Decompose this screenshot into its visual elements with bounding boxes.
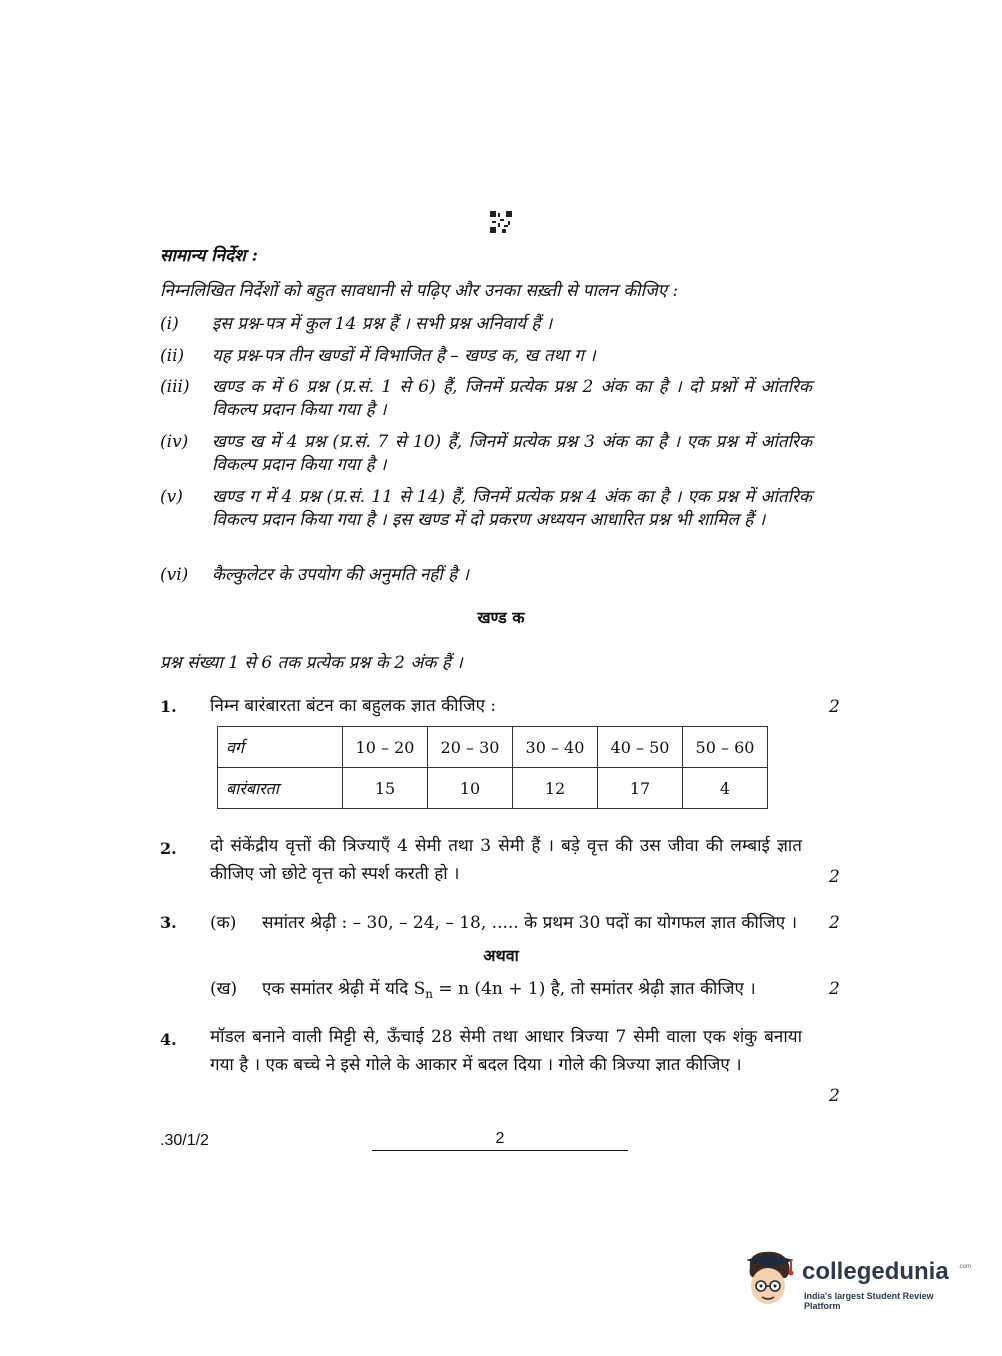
table-cell: 12 xyxy=(513,768,598,809)
mascot-icon xyxy=(742,1248,800,1308)
question-number: 4. xyxy=(160,1030,177,1049)
instruction-text: खण्ड क में 6 प्रश्न (प्र.सं. 1 से 6) हैं, जिनमें प्रत्येक प्रश्न 2 अंक का है । दो प्रश्नों में आंतरिक विकल्प प्रदान किया गया है । xyxy=(212,377,812,420)
question-text xyxy=(262,976,807,1001)
table-cell: 4 xyxy=(683,768,768,809)
question-text: दो संकेंद्रीय वृत्तों की त्रिज्याएँ 4 सेमी तथा 3 सेमी हैं । बड़े वृत्त की उस जीवा की लम्बाई ज्ञात कीजिए जो छोटे वृत्त को स्पर्श करती हो । xyxy=(210,836,802,884)
instruction-text: कैल्कुलेटर के उपयोग की अनुमति नहीं है । xyxy=(212,565,469,585)
instruction-number: (ii) xyxy=(160,346,185,366)
collegedunia-logo xyxy=(742,1248,970,1310)
instruction-item xyxy=(160,564,812,587)
table-cell: 10 – 20 xyxy=(343,727,428,768)
table-cell: 10 xyxy=(428,768,513,809)
question-marks: 2 xyxy=(829,913,840,933)
table-cell: 15 xyxy=(343,768,428,809)
table-cell: 30 – 40 xyxy=(513,727,598,768)
table-row xyxy=(218,768,768,809)
question-marks: 2 xyxy=(829,979,840,999)
instructions-heading: सामान्य निर्देश : xyxy=(160,246,258,266)
instruction-number: (vi) xyxy=(160,565,189,585)
table-row-label: बारंबारता xyxy=(218,768,343,809)
question-number: 3. xyxy=(160,913,177,932)
section-note: प्रश्न संख्या 1 से 6 तक प्रत्येक प्रश्न के 2 अंक हैं । xyxy=(160,653,463,673)
instruction-item xyxy=(160,313,812,336)
instructions-intro: निम्नलिखित निर्देशों को बहुत सावधानी से पढ़िए और उनका सख़्ती से पालन कीजिए : xyxy=(160,281,679,301)
question-marks: 2 xyxy=(829,867,840,887)
instruction-text: यह प्रश्न-पत्र तीन खण्डों में विभाजित है – खण्ड क, ख तथा ग । xyxy=(212,346,596,366)
instruction-item xyxy=(160,486,812,532)
logo-tagline: India's largest Student Review Platform xyxy=(804,1291,934,1311)
question-text: निम्न बारंबारता बंटन का बहुलक ज्ञात कीजिए : xyxy=(210,696,497,716)
question-text: समांतर श्रेढ़ी : – 30, – 24, – 18, ..... के प्रथम 30 पदों का योगफल ज्ञात कीजिए । xyxy=(262,913,798,933)
instruction-item xyxy=(160,345,812,368)
table-cell: 50 – 60 xyxy=(683,727,768,768)
table-cell: 20 – 30 xyxy=(428,727,513,768)
instruction-text: खण्ड ख में 4 प्रश्न (प्र.सं. 7 से 10) हैं, जिनमें प्रत्येक प्रश्न 3 अंक का है । एक प्रश्न में आंतरिक विकल्प प्रदान किया गया है । xyxy=(212,432,812,475)
instruction-text: इस प्रश्न-पत्र में कुल 14 प्रश्न हैं । सभी प्रश्न अनिवार्य हैं । xyxy=(212,314,553,334)
qr-code-icon xyxy=(490,211,512,233)
table-cell: 17 xyxy=(598,768,683,809)
paper-code: .30/1/2 xyxy=(160,1132,209,1149)
instruction-number: (iv) xyxy=(160,432,189,452)
question-number: 2. xyxy=(160,839,177,858)
section-title: खण्ड क xyxy=(477,608,525,627)
instruction-number: (v) xyxy=(160,487,183,507)
frequency-table xyxy=(217,726,768,809)
logo-domain: .com xyxy=(958,1264,972,1270)
question-text-part: एक समांतर श्रेढ़ी में यदि S xyxy=(262,979,426,999)
table-row xyxy=(218,727,768,768)
question-text-part: = n (4n + 1) है, तो समांतर श्रेढ़ी ज्ञात कीजिए । xyxy=(433,979,756,999)
question-text: मॉडल बनाने वाली मिट्टी से, ऊँचाई 28 सेमी तथा आधार त्रिज्या 7 सेमी वाला एक शंकु बनाया गया है । एक बच्चे ने इसे गोले के आकार में बदल दिया । गोले की त्रिज्या ज्ञात कीजिए । xyxy=(210,1027,802,1075)
instruction-text: खण्ड ग में 4 प्रश्न (प्र.सं. 11 से 14) हैं, जिनमें प्रत्येक प्रश्न 4 अंक का है । एक प्रश्न में आंतरिक विकल्प प्रदान किया गया है । इस खण्ड में दो प्रकरण अध्ययन आधारित प्रश्न भी शामिल हैं । xyxy=(212,487,812,530)
instruction-number: (iii) xyxy=(160,377,190,397)
table-cell: 40 – 50 xyxy=(598,727,683,768)
subscript: n xyxy=(425,987,434,1001)
page-number: 2 xyxy=(372,1130,628,1151)
logo-name: collegedunia xyxy=(802,1258,949,1285)
question-marks: 2 xyxy=(829,697,840,717)
question-marks: 2 xyxy=(829,1086,840,1106)
option-label: (क) xyxy=(210,913,237,933)
option-label: (ख) xyxy=(210,979,238,999)
table-row-label: वर्ग xyxy=(218,727,343,768)
question-number: 1. xyxy=(160,697,177,716)
instruction-number: (i) xyxy=(160,314,179,334)
instruction-item xyxy=(160,376,812,422)
or-label: अथवा xyxy=(483,946,519,965)
instruction-item xyxy=(160,431,812,477)
